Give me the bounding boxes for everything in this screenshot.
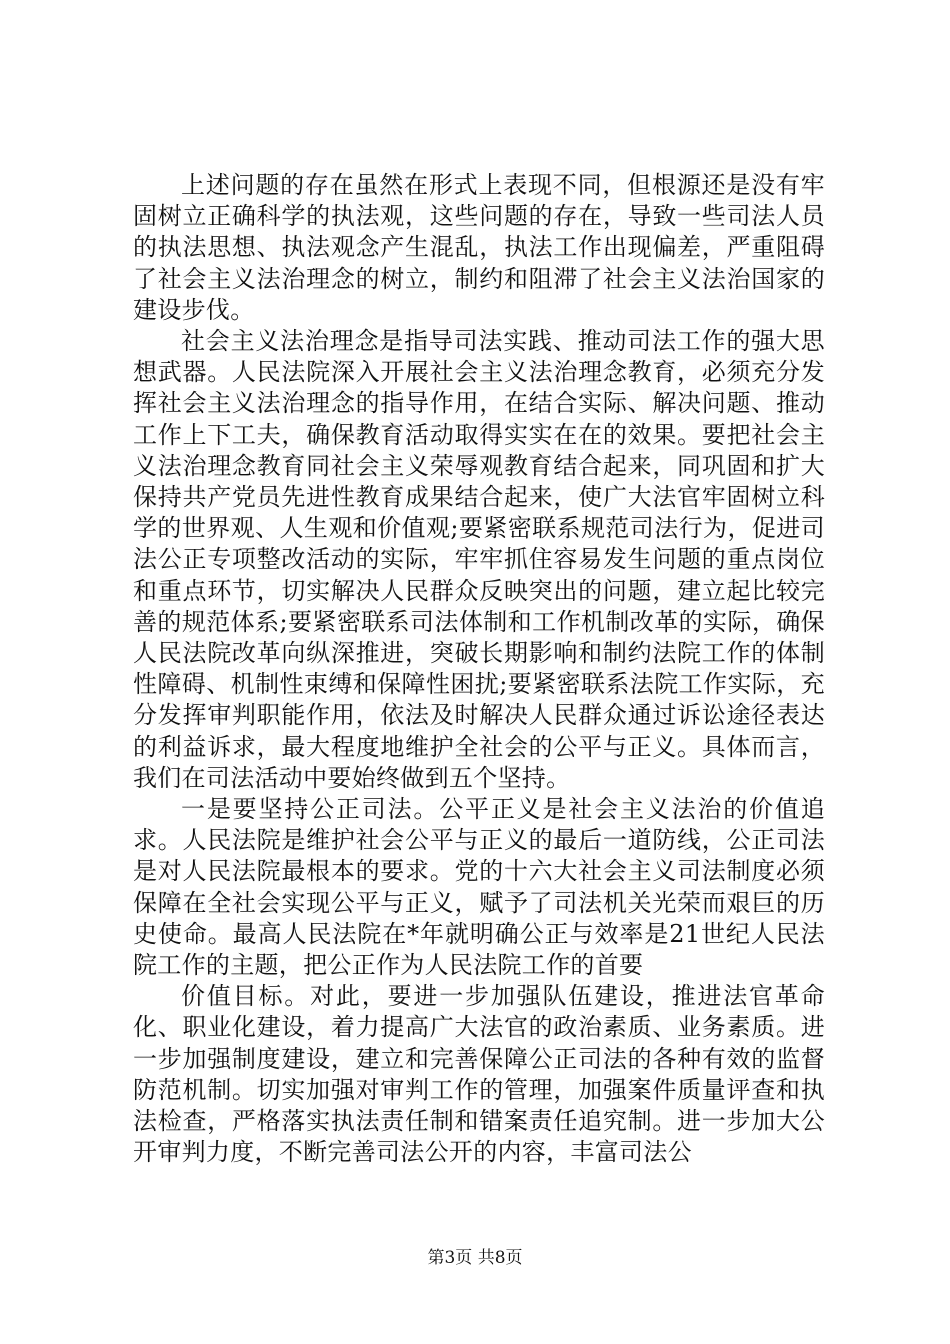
- paragraph-2: 社会主义法治理念是指导司法实践、推动司法工作的强大思想武器。人民法院深入开展社会主义法治理念教育，必须充分发挥社会主义法治理念的指导作用，在结合实际、解决问题、推动工作上下工夫，确保教育活动取得实实在在的效果。要把社会主义法治理念教育同社会主义荣辱观教育结合起来，同巩固和扩大保持共产党员先进性教育成果结合起来，使广大法官牢固树立科学的世界观、人生观和价值观;要紧密联系规范司法行为，促进司法公正专项整改活动的实际，牢牢抓住容易发生问题的重点岗位和重点环节，切实解决人民群众反映突出的问题，建立起比较完善的规范体系;要紧密联系司法体制和工作机制改革的实际，确保人民法院改革向纵深推进，突破长期影响和制约法院工作的体制性障碍、机制性束缚和保障性困扰;要紧密联系法院工作实际，充分发挥审判职能作用，依法及时解决人民群众通过诉讼途径表达的利益诉求，最大程度地维护全社会的公平与正义。具体而言，我们在司法活动中要始终做到五个坚持。: [133, 327, 825, 792]
- paragraph-1: 上述问题的存在虽然在形式上表现不同，但根源还是没有牢固树立正确科学的执法观，这些问题的存在，导致一些司法人员的执法思想、执法观念产生混乱，执法工作出现偏差，严重阻碍了社会主义法治理念的树立，制约和阻滞了社会主义法治国家的建设步伐。: [133, 171, 825, 324]
- page-number-footer: 第3页 共8页: [427, 1248, 523, 1268]
- document-body: [133, 170, 825, 1169]
- paragraph-3: 一是要坚持公正司法。公平正义是社会主义法治的价值追求。人民法院是维护社会公平与正义的最后一道防线，公正司法是对人民法院最根本的要求。党的十六大社会主义司法制度必须保障在全社会实现公平与正义，赋予了司法机关光荣而艰巨的历史使命。最高人民法院在*年就明确公正与效率是21世纪人民法院工作的主题，把公正作为人民法院工作的首要: [133, 795, 825, 980]
- paragraph-4: 价值目标。对此，要进一步加强队伍建设，推进法官革命化、职业化建设，着力提高广大法官的政治素质、业务素质。进一步加强制度建设，建立和完善保障公正司法的各种有效的监督防范机制。切实加强对审判工作的管理，加强案件质量评查和执法检查，严格落实执法责任制和错案责任追究制。进一步加大公开审判力度，不断完善司法公开的内容，丰富司法公: [133, 982, 825, 1167]
